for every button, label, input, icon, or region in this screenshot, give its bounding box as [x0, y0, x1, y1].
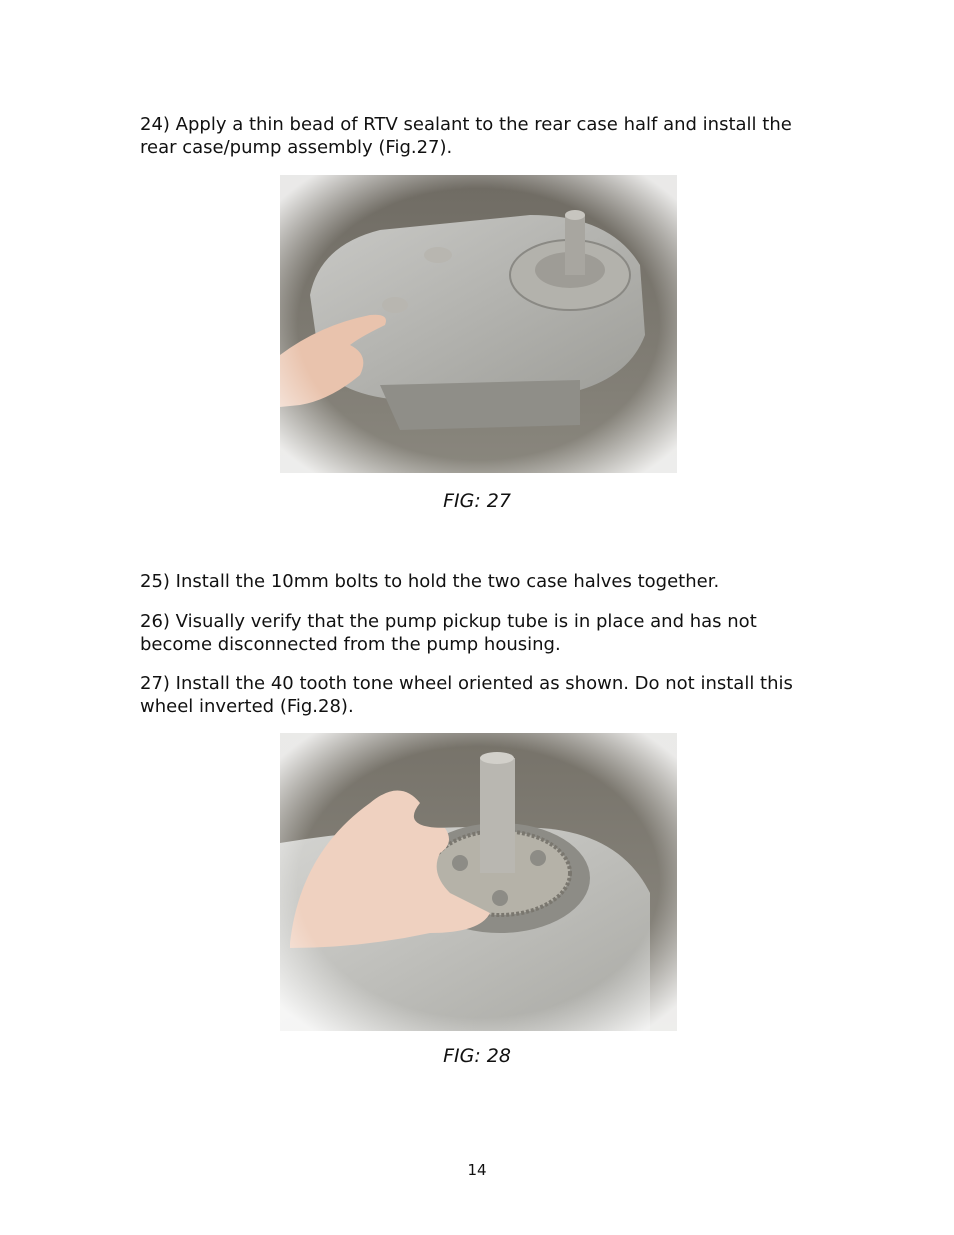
fig-28-caption: FIG: 28 — [443, 1045, 511, 1067]
step-26-text: 26) Visually verify that the pump pickup tube is in place and has not become disconnected from the pump housing. — [140, 611, 757, 655]
page-number: 14 — [467, 1161, 487, 1179]
fig-27-photo — [280, 175, 677, 473]
step-24-text: 24) Apply a thin bead of RTV sealant to the rear case half and install the rear case/pump assembly (Fig.27). — [140, 114, 792, 158]
step-25-text: 25) Install the 10mm bolts to hold the two case halves together. — [140, 571, 720, 592]
step-27-text: 27) Install the 40 tooth tone wheel oriented as shown. Do not install this wheel inverted (Fig.28). — [140, 673, 793, 717]
fig-28-photo — [280, 733, 677, 1031]
fig-27-caption: FIG: 27 — [443, 490, 511, 512]
